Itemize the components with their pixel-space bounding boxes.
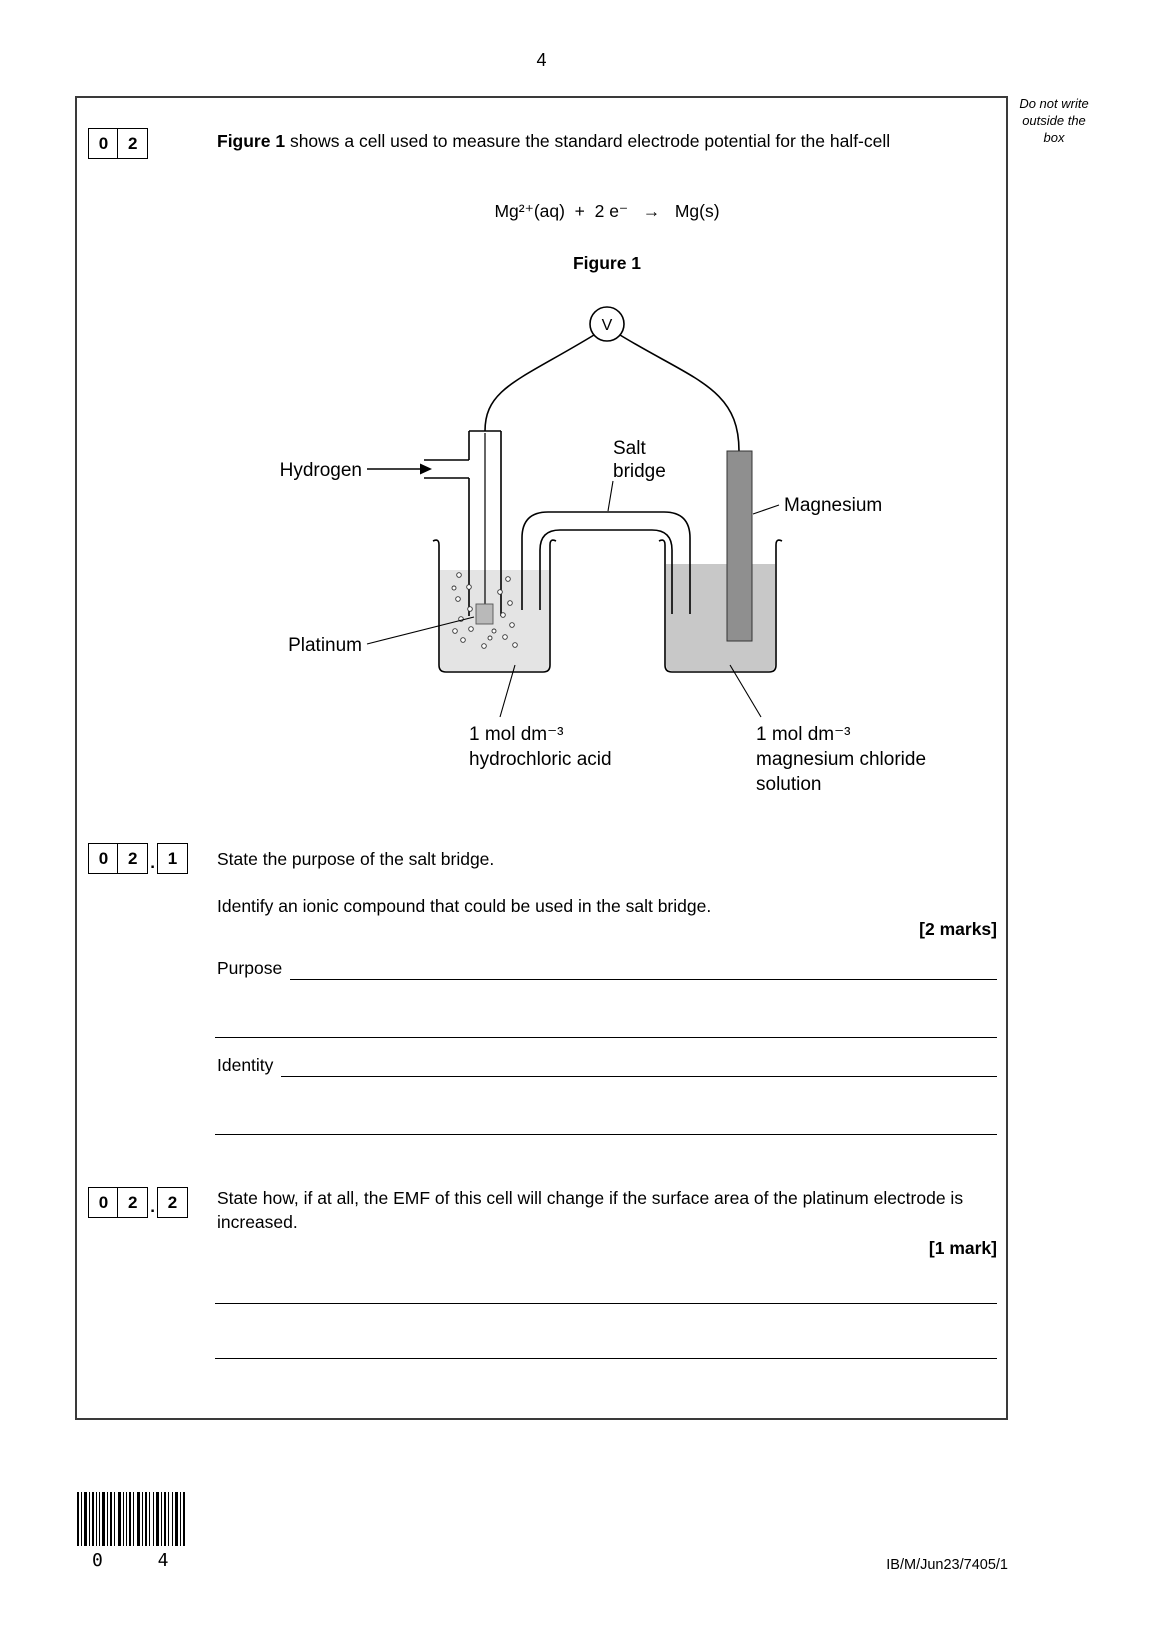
question-number-digit: 0 [88,128,119,159]
question-number-02-2 [88,1187,188,1218]
magnesium-electrode [727,451,752,641]
q21-instruction-2: Identify an ionic compound that could be used in the salt bridge. [217,896,712,916]
purpose-answer-line [290,956,997,980]
barcode-number: 0 4 [92,1550,191,1571]
right-solution-label-line3: solution [756,774,822,795]
magnesium-chloride-solution [666,564,775,671]
margin-note-line: Do not write [1019,96,1089,111]
left-solution-label-line1: 1 mol dm⁻³ [469,724,564,745]
purpose-answer-row [217,956,997,980]
q22-marks: [1 mark] [928,1238,997,1258]
question-box [75,96,1008,1420]
q22-instruction: State how, if at all, the EMF of this cell will change if the surface area of the platinum electrode is increased. [217,1188,964,1233]
question-number-digit: 0 [88,1187,119,1218]
identity-label: Identity [217,1055,274,1075]
half-cell-equation: Mg²⁺(aq) + 2 e⁻ → Mg(s) [494,201,720,221]
hydrogen-arrow-head [420,464,432,475]
figure-reference: Figure 1 [217,131,286,151]
right-solution-label-line1: 1 mol dm⁻³ [756,724,851,745]
answer-line [215,1303,997,1304]
purpose-label: Purpose [217,958,283,978]
margin-note-line: box [1043,129,1065,145]
magnesium-label: Magnesium [784,495,883,516]
barcode [77,1492,189,1546]
question-number-digit: 2 [117,128,148,159]
identity-answer-line [281,1053,997,1077]
salt-bridge-label-line1: Salt [613,438,646,459]
margin-note [1010,96,1098,147]
answer-line [215,1134,997,1135]
identity-answer-row [217,1053,997,1077]
salt-bridge-label-line2: bridge [613,461,666,482]
voltmeter-label: V [601,317,613,334]
salt-bridge-leader [608,481,613,511]
platinum-electrode [476,604,493,624]
q21-instruction-1: State the purpose of the salt bridge. [217,849,495,869]
answer-line [215,1037,997,1038]
question-number-digit: 2 [117,1187,148,1218]
q21-marks: [2 marks] [919,919,997,939]
question-number-separator: . [150,1197,155,1216]
figure-title: Figure 1 [572,253,642,273]
left-solution-label-line2: hydrochloric acid [469,749,612,770]
cell-diagram [272,298,1002,798]
paper-reference: IB/M/Jun23/7405/1 [886,1557,1008,1573]
question-intro-text: shows a cell used to measure the standard electrode potential for the half-cell [285,131,891,151]
question-number-digit: 2 [117,843,148,874]
magnesium-leader [753,505,779,514]
answer-line [215,1358,997,1359]
margin-note-line: outside the [1022,112,1086,128]
question-intro [217,129,962,153]
question-number-digit: 1 [157,843,188,874]
salt-bridge-inner [540,530,672,614]
question-number-digit: 2 [157,1187,188,1218]
page-number: 4 [536,50,547,70]
left-wire [485,335,594,431]
platinum-label: Platinum [288,635,362,656]
question-number-02 [88,128,148,159]
question-number-digit: 0 [88,843,119,874]
question-number-separator: . [150,853,155,872]
right-solution-label-line2: magnesium chloride [756,749,927,770]
barcode-bars [77,1492,185,1546]
question-number-02-1 [88,843,188,874]
right-wire [620,335,739,451]
hydrochloric-acid-solution [440,570,549,671]
hydrogen-label: Hydrogen [279,460,362,481]
